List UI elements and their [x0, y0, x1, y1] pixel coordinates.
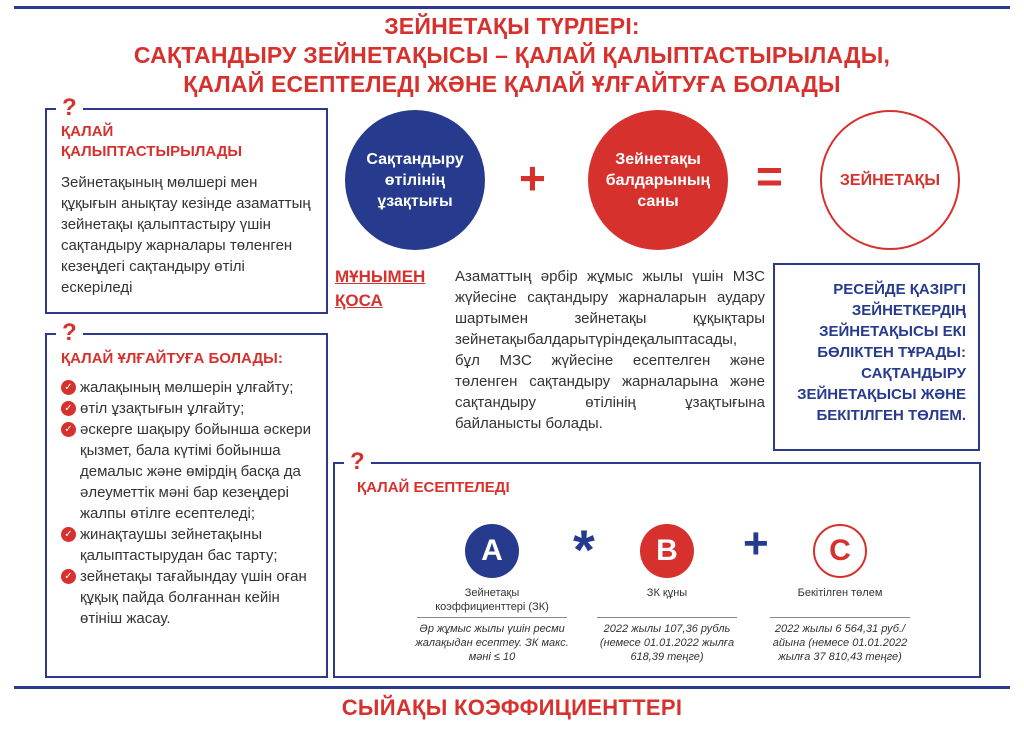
bottom-rule — [14, 686, 1010, 689]
question-mark-icon: ? — [344, 450, 371, 474]
coefficient-c-icon: C — [813, 524, 867, 578]
coefficient-a-icon: A — [465, 524, 519, 578]
pension-points-circle: Зейнетақы балдарының саны — [588, 110, 728, 250]
increase-box — [45, 333, 328, 678]
calculation-box — [333, 462, 981, 678]
list-item: ✓ зейнетақы тағайындау үшін оған құқық пайда болғаннан кейін өтініш жасау. — [61, 566, 312, 629]
insurance-length-circle: Сақтандыру өтілінің ұзақтығы — [345, 110, 485, 250]
multiply-icon: * — [573, 518, 595, 581]
title-line-3: ҚАЛАЙ ЕСЕПТЕЛЕДІ ЖӘНЕ ҚАЛАЙ ҰЛҒАЙТУҒА БОЛАДЫ — [183, 71, 841, 97]
list-item: ✓ жинақтаушы зейнетақыны қалыптастырудан бас тарту; — [61, 524, 312, 566]
page-title — [0, 12, 1024, 99]
note-b: 2022 жылы 107,36 рубль (немесе 01.01.2022 жылға 618,39 теңге) — [599, 623, 735, 663]
label-b: ЗК құны — [646, 587, 688, 599]
list-item: ✓ әскерге шақыру бойынша әскери қызмет, бала күтімі бойынша демалыс және өмірдің басқа да әлеуметтік мәні бар кезеңдері жалпы өтілге есептеледі; — [61, 419, 312, 524]
plus-icon: + — [743, 519, 769, 568]
formation-text: Зейнетақының мөлшері мен құқығын анықтау кезінде азаматтың зейнетақы қалыптастыру үшін сақтандыру жарналары төленген кезеңдегі сақтандыру өтілі ескеріледі — [61, 174, 311, 296]
coefficient-b-icon: B — [640, 524, 694, 578]
note-a: Әр жұмыс жылы үшін ресми жалақыдан есептеу. ЗК макс. мәні ≤ 10 — [415, 623, 569, 663]
footer-title: СЫЙАҚЫ КОЭФФИЦИЕНТТЕРІ — [341, 695, 683, 720]
title-line-1: ЗЕЙНЕТАҚЫ ТҮРЛЕРІ: — [384, 13, 640, 39]
label-c: Бекітілген төлем — [797, 587, 883, 599]
formation-box — [45, 108, 328, 314]
check-icon: ✓ — [61, 569, 76, 584]
question-mark-icon: ? — [56, 321, 83, 345]
together-text: Азаматтың әрбір жұмыс жылы үшін МЗС жүйесіне сақтандыру жарналарын аудару шартымен зейнетақы құқықтары зейнетақыбалдарытүріндеқалыптасады, бұл МЗС жүйесіне есептелген және төленген сақтандыру жарналарына және сақтандыру өтілінің ұзақтығына байланысты болады. — [455, 268, 765, 432]
list-item: ✓ өтіл ұзақтығын ұлғайту; — [61, 398, 312, 419]
list-item: ✓ жалақының мөлшерін ұлғайту; — [61, 377, 312, 398]
check-icon: ✓ — [61, 422, 76, 437]
calculation-heading: ҚАЛАЙ ЕСЕПТЕЛЕДІ — [357, 479, 510, 496]
formation-heading: ҚАЛАЙ ҚАЛЫПТАСТЫРЫЛАДЫ — [61, 123, 243, 160]
divider — [597, 617, 737, 618]
equals-icon: = — [756, 150, 783, 202]
russia-text: РЕСЕЙДЕ ҚАЗІРГІ ЗЕЙНЕТКЕРДІҢ ЗЕЙНЕТАҚЫСЫ ЕКІ БӨЛІКТЕН ТҰРАДЫ: САҚТАНДЫРУ ЗЕЙНЕТАҚЫСЫ ЖӘНЕ БЕКІТІЛГЕН ТӨЛЕМ. — [797, 281, 966, 424]
together-label: МҰНЫМЕН ҚОСА — [335, 267, 426, 310]
plus-icon: + — [519, 152, 546, 204]
label-a: Зейнетақы коэффициенттері (ЗК) — [435, 587, 549, 613]
check-icon: ✓ — [61, 380, 76, 395]
note-c: 2022 жылы 6 564,31 руб./айына (немесе 01.01.2022 жылға 37 810,43 теңге) — [772, 623, 908, 663]
top-rule — [14, 6, 1010, 9]
check-icon: ✓ — [61, 527, 76, 542]
pension-result-circle: ЗЕЙНЕТАҚЫ — [820, 110, 960, 250]
title-line-2: САҚТАНДЫРУ ЗЕЙНЕТАҚЫСЫ – ҚАЛАЙ ҚАЛЫПТАСТЫРЫЛАДЫ, — [133, 42, 891, 68]
increase-heading: ҚАЛАЙ ҰЛҒАЙТУҒА БОЛАДЫ: — [61, 350, 283, 367]
russia-info-box — [773, 263, 980, 451]
question-mark-icon: ? — [56, 96, 83, 120]
check-icon: ✓ — [61, 401, 76, 416]
divider — [770, 617, 910, 618]
divider — [417, 617, 567, 618]
